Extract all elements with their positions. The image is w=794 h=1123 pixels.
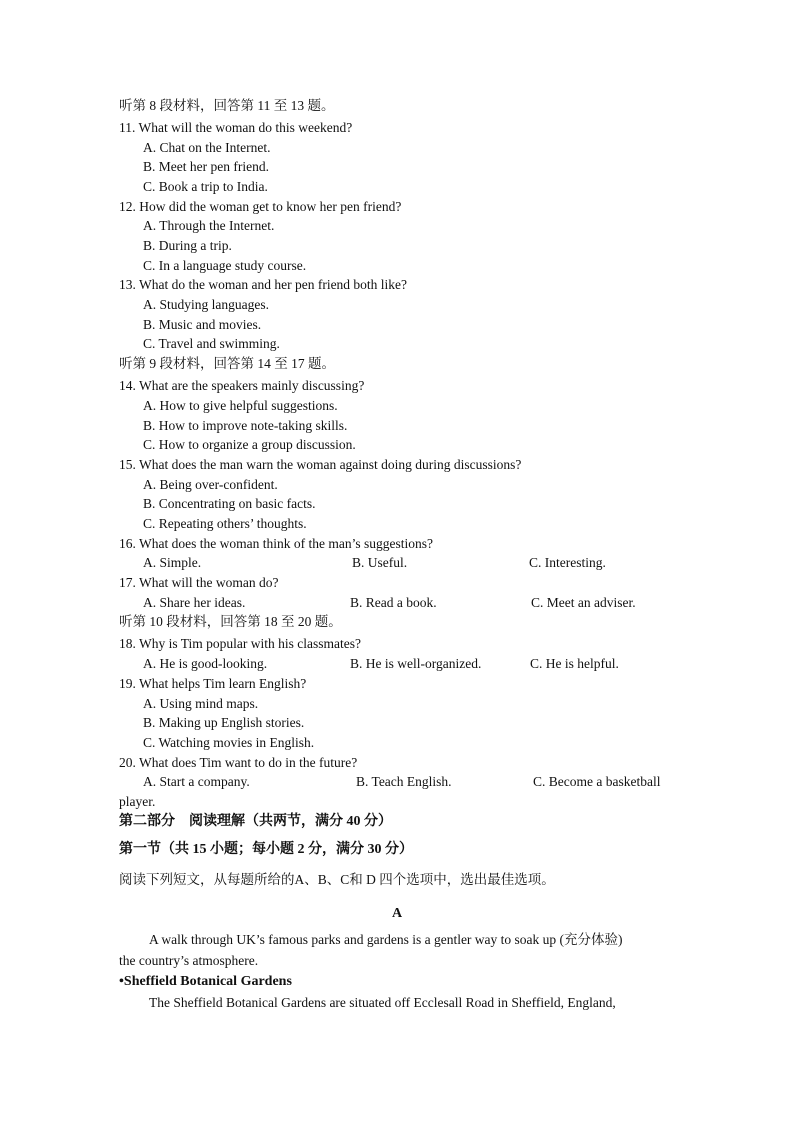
- question-17: 17. What will the woman do?: [119, 575, 279, 590]
- q12-option-c: C. In a language study course.: [143, 258, 307, 273]
- question-18: 18. Why is Tim popular with his classmates?: [119, 636, 361, 651]
- part-2-title: 第二部分 阅读理解（共两节，满分 40 分）: [119, 814, 392, 829]
- question-16: 16. What does the woman think of the man’s suggestions?: [119, 536, 433, 551]
- q19-option-c: C. Watching movies in English.: [143, 735, 315, 750]
- q20-option-a: A. Start a company.: [143, 774, 250, 789]
- q14-option-a: A. How to give helpful suggestions.: [143, 398, 338, 413]
- passage-intro-line-2: the country’s atmosphere.: [119, 953, 259, 968]
- q11-option-c: C. Book a trip to India.: [143, 179, 268, 194]
- q15-option-a: A. Being over-confident.: [143, 477, 278, 492]
- q15-option-c: C. Repeating others’ thoughts.: [143, 516, 307, 531]
- q19-option-b: B. Making up English stories.: [143, 715, 305, 730]
- passage-subheading: •Sheffield Botanical Gardens: [119, 974, 292, 989]
- q20-option-c-continuation: player.: [119, 794, 156, 809]
- question-20: 20. What does Tim want to do in the future?: [119, 755, 358, 770]
- question-15: 15. What does the man warn the woman against doing during discussions?: [119, 457, 522, 472]
- q16-option-c: C. Interesting.: [529, 555, 606, 570]
- q16-option-b: B. Useful.: [352, 555, 408, 570]
- q18-option-a: A. He is good-looking.: [143, 656, 268, 671]
- q17-option-b: B. Read a book.: [350, 595, 437, 610]
- q13-option-a: A. Studying languages.: [143, 297, 269, 312]
- section-10-heading: 听第 10 段材料，回答第 18 至 20 题。: [119, 614, 342, 629]
- question-12: 12. How did the woman get to know her pen friend?: [119, 199, 402, 214]
- passage-paragraph-line-1: The Sheffield Botanical Gardens are situated off Ecclesall Road in Sheffield, England,: [149, 995, 616, 1010]
- q17-option-a: A. Share her ideas.: [143, 595, 246, 610]
- passage-intro-line-1: A walk through UK’s famous parks and gardens is a gentler way to soak up (充分体验): [149, 932, 623, 947]
- q12-option-b: B. During a trip.: [143, 238, 232, 253]
- q14-option-c: C. How to organize a group discussion.: [143, 437, 356, 452]
- part-2-section-1-title: 第一节（共 15 小题；每小题 2 分，满分 30 分）: [119, 842, 413, 857]
- q17-option-c: C. Meet an adviser.: [531, 595, 636, 610]
- question-13: 13. What do the woman and her pen friend both like?: [119, 277, 408, 292]
- q16-option-a: A. Simple.: [143, 555, 202, 570]
- question-11: 11. What will the woman do this weekend?: [119, 120, 353, 135]
- q20-option-c: C. Become a basketball: [533, 774, 661, 789]
- section-9-heading: 听第 9 段材料，回答第 14 至 17 题。: [119, 356, 335, 371]
- q18-option-b: B. He is well-organized.: [350, 656, 482, 671]
- q12-option-a: A. Through the Internet.: [143, 218, 275, 233]
- q20-option-b: B. Teach English.: [356, 774, 452, 789]
- question-14: 14. What are the speakers mainly discussing?: [119, 378, 365, 393]
- section-8-heading: 听第 8 段材料，回答第 11 至 13 题。: [119, 98, 335, 113]
- q11-option-a: A. Chat on the Internet.: [143, 140, 271, 155]
- q13-option-c: C. Travel and swimming.: [143, 336, 280, 351]
- q13-option-b: B. Music and movies.: [143, 317, 262, 332]
- passage-letter: A: [391, 906, 403, 921]
- q11-option-b: B. Meet her pen friend.: [143, 159, 269, 174]
- q18-option-c: C. He is helpful.: [530, 656, 619, 671]
- reading-instruction: 阅读下列短文，从每题所给的A、B、C和 D 四个选项中，选出最佳选项。: [119, 872, 555, 887]
- q14-option-b: B. How to improve note-taking skills.: [143, 418, 348, 433]
- q19-option-a: A. Using mind maps.: [143, 696, 259, 711]
- q15-option-b: B. Concentrating on basic facts.: [143, 496, 316, 511]
- question-19: 19. What helps Tim learn English?: [119, 676, 307, 691]
